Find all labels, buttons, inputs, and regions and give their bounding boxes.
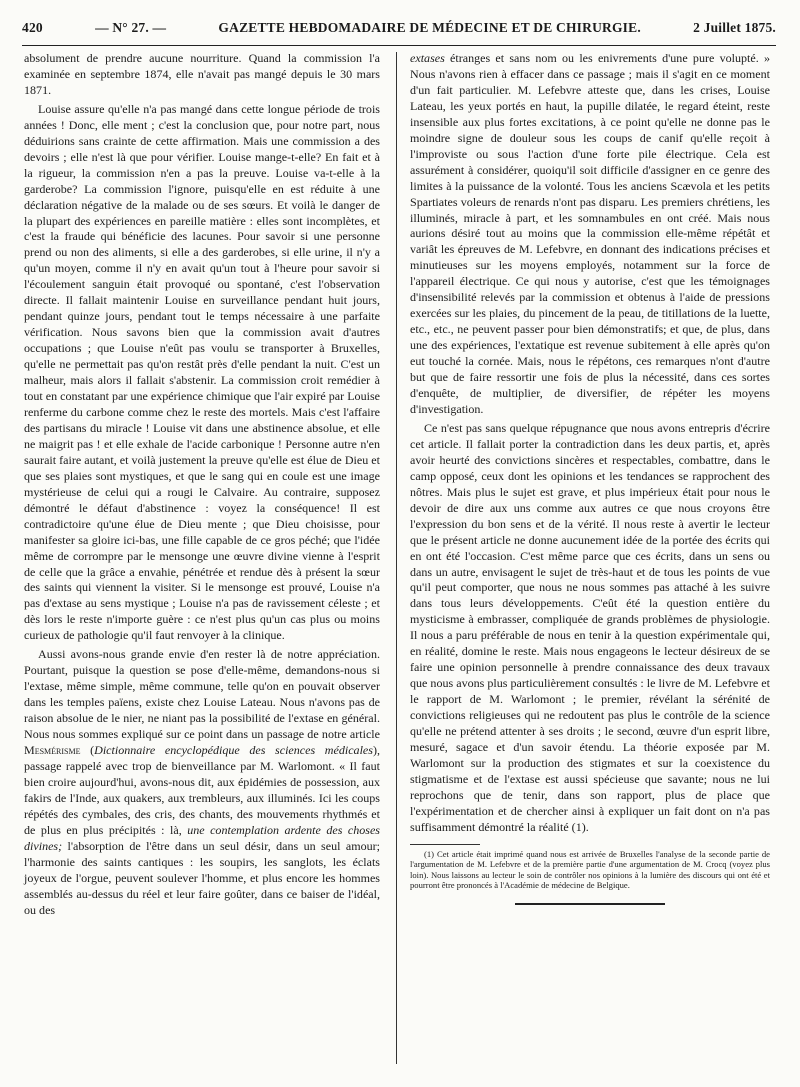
article-term: Mesmérisme: [24, 742, 81, 757]
italic-word: extases: [410, 51, 445, 65]
end-rule: [515, 903, 665, 905]
paragraph: [410, 51, 770, 418]
issue-number: — N° 27. —: [95, 20, 167, 35]
paragraph: absolument de prendre aucune nourriture. Quand la commission l'a examinée en septembre 1874, elle n'avait pas mangé depuis le 30 mars 1871.: [24, 51, 380, 97]
text-run: ), passage rappelé avec trop de bienveillance par M. Warlomont. « Il faut bien croire aujourd'hui, avons-nous dit, aux épidémies de possession, aux fakirs de l'Inde, aux quakers, aux trembleurs, aux illuminés. Ici les coups répétés des cymbales, des cris, des chants, des mouvements rhythmés et de plus en plus précipités : là,: [24, 742, 380, 837]
left-column: [24, 51, 380, 918]
paragraph: Ce n'est pas sans quelque répugnance que nous avons entrepris d'écrire cet article. Il fallait porter la contradiction dans les deux partis, et, après avoir heurté des convictions sincères et respectables, combattre, dans le camp opposé, ceux dont les opinions et les tendances se rapprochent des nôtres. Mais plus le sujet est grave, et plus impérieux était pour nous le devoir de dire aux uns comme aux autres ce que nous croyons être l'expression du bon sens et de la vérité. Il nous reste à avertir le lecteur que le présent article ne donne aucunement idée de la portée des écrits qui en ont été l'occasion. C'est même parce que ces écrits, dans un sens ou dans un autre, envisagent le sujet de très-haut et de tous les points de vue qu'il peut comporter, que nous ne nous sommes pas attaché à les suivre dans tous leurs développements. C'eût été la question entière du mysticisme à embrasser, compliquée de grands problèmes de physiologie. Il nous a paru préférable de nous en tenir à la question expérimentale qui, en réalité, domine le reste. Mais nous engageons le lecteur désireux de se faire une opinion personnelle à prendre connaissance des deux travaux que nous avons plus particulièrement consultés : le livre de M. Lefebvre et le rapport de M. Warlomont ; le premier, révélant la sérénité de convictions religieuses qui ne redoutent pas plus le contrôle de la science qu'elle ne prétend attenter à ses droits ; le second, œuvre d'un esprit libre, mesuré, sagace et d'un savoir étendu. La théorie exposée par M. Warlomont sur la production des stigmates et sur la coexistence du stigmatisme et de l'extase est aussi spécieuse que savante; nous ne lui reprochons que de tenir, dans son rapport, plus de place que l'expérimentation et de chercher ainsi à expliquer un fait dont on n'a pas suffisamment démontré la réalité (1).: [410, 420, 770, 834]
column-divider: [396, 52, 397, 1064]
text-run: étranges et sans nom ou les enivrements d'une pure volupté. » Nous n'avons rien à effacer dans ce passage ; mais il s'agit en ce moment d'un fait particulier. M. Lefebvre atteste que, dans les crises, Louise Lateau, les yeux portés en haut, la pupille dilatée, le regard éteint, reste insensible aux plus fortes excitations, à ce point qu'elle ne donne pas le moindre signe de douleur sous les coups de canif qu'elle reçoit à l'improviste ou sous l'action d'une forte pile électrique. Cela est assurément à considérer, quoiqu'il soit difficile d'assigner en ce genre des limites à la puissance de la volonté. Tous les anciens Scævola et les petits Spartiates voleurs de renards n'ont pas disparu. Les premiers chrétiens, les illuminés, miracle à part, et les somnambules en ont créé. Mais nous aurions désiré tout au moins que la commission elle-même répétât et variât les épreuves de M. Lefebvre, en donnant des indications précises et minutieuses sur les moyens employés, notamment sur la force de l'appareil électrique. Ce qui nous y autorise, c'est que les témoignages d'insensibilité relevés par la commission et obtenus à l'aide de pressions exercées sur les plaies, du pincement de la peau, de titillations de la luette, etc., etc., ne peuvent passer pour bien démonstratifs; et que, de plus, dans une des expériences, l'extatique est revenue subitement à elle après qu'on eut touché la cornée. Mais, nous le répétons, ces remarques n'ont d'autre but que de faire ressortir une fois de plus la nécessité, dans ces sortes d'enquête, de multiplier, de diversifier, de répéter les moyens d'investigation.: [410, 51, 770, 416]
right-column: [410, 51, 770, 905]
journal-title: GAZETTE HEBDOMADAIRE DE MÉDECINE ET DE CHIRURGIE.: [218, 20, 641, 35]
footnote-rule: [410, 844, 480, 845]
text-run: Aussi avons-nous grande envie d'en rester là de notre appréciation. Pourtant, puisque la question se pose d'elle-même, demandons-nous si l'extase, même simple, même commune, telle qu'on en pouvait observer dans les temples païens, existe chez Louise Lateau. Nous n'avons pas de raison absolue de le nier, ne niant pas la possibilité de l'extase en général. Nous nous sommes expliqué sur ce point dans un passage de notre article: [24, 647, 380, 742]
text-run: l'absorption de l'être dans un seul désir, dans un seul amour; l'harmonie des saints cantiques : les soupirs, les sanglots, les éclats joyeux de l'orgue, peuvent soulever l'homme, et plus encore les hommes assemblés au-dessus du réel et leur faire goûter, dans ce baiser de l'idéal, ou des: [24, 838, 380, 917]
footnote: (1) Cet article était imprimé quand nous est arrivée de Bruxelles l'analyse de la seconde partie de l'argumentation de M. Lefebvre et de la première partie d'une argumentation de M. Crocq (voyez plus loin). Nous laissons au lecteur le soin de contrôler nos opinions à la lumière des discours qui ont été et pourront être prononcés à l'Académie de médecine de Belgique.: [410, 848, 770, 891]
running-head: [22, 20, 776, 44]
issue-date: 2 Juillet 1875.: [693, 20, 776, 35]
dictionary-title: Dictionnaire encyclopédique des sciences médicales: [94, 742, 373, 757]
paragraph: [24, 647, 380, 918]
paragraph: Louise assure qu'elle n'a pas mangé dans cette longue période de trois années ! Donc, elle ment ; c'est la conclusion que, pour notre part, nous déduirions sans crainte de cette affirmation. Mais une commission a des devoirs ; elle n'est là que pour vérifier. Louise mange-t-elle? En fait et à la rigueur, la commission n'en a pas la preuve. Louise va-t-elle à la garderobe? La commission l'ignore, puisqu'elle en est réduite à une déclaration négative de la malade ou de ses sœurs. Et voilà le danger de la plupart des expériences en pareille matière : elles sont incomplètes, et c'est la fraude qui bénéficie des lacunes. Pour savoir si une personne prend ou non des aliments, si elle a des garderobes, si elle urine, il n'y a qu'un moyen, comme il n'y en avait qu'un tout à l'heure pour savoir si l'écoulement sanguin était provoqué ou spontané, c'est l'observation directe. Il fallait maintenir Louise en surveillance pendant huit jours, pendant quinze jours, pendant tout le temps nécessaire à une parfaite vérification. Nous savons bien que la commission avait d'autres occupations ; que Louise n'eût pas voulu se transporter à Bruxelles, qu'elle ne permettait pas qu'on restât près d'elle pendant la nuit. C'est un malheur, mais alors il fallait s'abstenir. La commission croit remédier à tout en constatant par une expérience chimique que l'air expiré par Louise renferme du carbone comme chez le reste des mortels. Mais c'est l'affaire des partisans du miracle ! Louise vit dans une abstinence absolue, et elle ne maigrit pas ! et elle exhale de l'acide carbonique ! Personne autre n'en saurait faire autant, et voilà justement la preuve qu'elle est élue de Dieu et que ses plaies sont mystiques, et que le sang qui en coule est une image mystérieuse de celui qui a rougi le Calvaire. Au contraire, supposez démontré le défaut d'abstinence : voyez la conséquence! Il est contradictoire qu'une élue de Dieu mente ; que Dieu choisisse, pour manifester sa gloire ici-bas, une fille capable de ce gros péché; que l'idée même de corrompre par le mensonge une œuvre divine vienne à l'esprit de celle que la grâce a envahie, pénétrée et rendue dès à présent la sœur des saints qui viennent la visiter. Si le mensonge est prouvé, Louise n'a pas d'extase au sens mystique ; Louise n'a pas de ravissement céleste ; et dès lors le reste n'importe guère : ce n'est plus qu'un cas plus ou moins curieux de pathologie qu'il faut renvoyer à la clinique.: [24, 101, 380, 643]
header-rule: [22, 45, 776, 46]
text-run: (: [80, 742, 95, 757]
italic-phrase: une contemplation ardente des choses divines;: [24, 822, 380, 853]
page-number: 420: [22, 20, 43, 35]
